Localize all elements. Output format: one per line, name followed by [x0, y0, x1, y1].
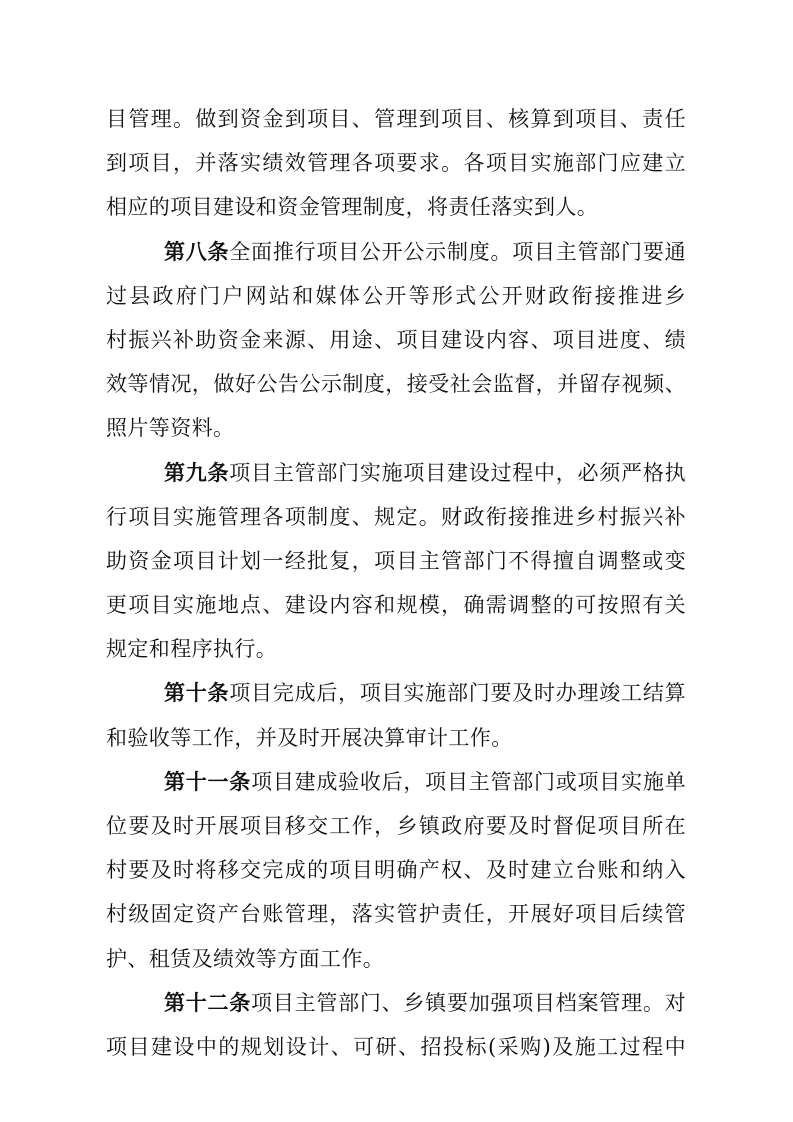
text-line — [106, 760, 686, 804]
article-heading: 第十条 — [164, 681, 230, 706]
text-line: 规定和程序执行。 — [106, 637, 278, 662]
text-line: 过县政府门户网站和媒体公开等形式公开财政衔接推进乡 — [106, 283, 686, 308]
paragraph-continuation — [106, 97, 686, 230]
text-line: 助资金项目计划一经批复，项目主管部门不得擅自调整或变 — [106, 548, 686, 573]
text-span: 全面推行项目公开公示制度。项目主管部门要通 — [229, 239, 686, 264]
text-line: 护、租赁及绩效等方面工作。 — [106, 946, 385, 971]
text-line: 照片等资料。 — [106, 416, 235, 441]
text-line: 村振兴补助资金来源、用途、项目建设内容、项目进度、绩 — [106, 327, 686, 352]
text-line — [106, 230, 686, 274]
text-line: 更项目实施地点、建设内容和规模，确需调整的可按照有关 — [106, 593, 686, 618]
article-heading: 第十二条 — [164, 990, 252, 1015]
document-page — [106, 97, 686, 1069]
text-line: 效等情况，做好公告公示制度，接受社会监督，并留存视频、 — [106, 372, 686, 397]
article-9-paragraph — [106, 451, 686, 672]
article-11-paragraph — [106, 760, 686, 981]
article-heading: 第八条 — [164, 239, 230, 264]
text-line: 到项目，并落实绩效管理各项要求。各项目实施部门应建立 — [106, 151, 686, 176]
text-span: 项目完成后，项目实施部门要及时办理竣工结算 — [229, 681, 686, 706]
text-line: 和验收等工作，并及时开展决算审计工作。 — [106, 725, 513, 750]
article-heading: 第九条 — [164, 460, 230, 485]
text-line: 目管理。做到资金到项目、管理到项目、核算到项目、责任 — [106, 107, 686, 131]
text-span: 项目主管部门、乡镇要加强项目档案管理。对 — [251, 990, 686, 1015]
text-line: 相应的项目建设和资金管理制度，将责任落实到人。 — [106, 195, 599, 220]
text-line: 行项目实施管理各项制度、规定。财政衔接推进乡村振兴补 — [106, 504, 686, 529]
text-line — [106, 671, 686, 715]
article-8-paragraph — [106, 230, 686, 451]
article-10-paragraph — [106, 671, 686, 759]
text-line: 村级固定资产台账管理，落实管护责任，开展好项目后续管 — [106, 902, 686, 927]
article-heading: 第十一条 — [164, 769, 252, 794]
article-12-paragraph — [106, 981, 686, 1069]
text-line: 位要及时开展项目移交工作，乡镇政府要及时督促项目所在 — [106, 814, 686, 838]
text-line: 项目建设中的规划设计、可研、招投标(采购)及施工过程中 — [106, 1034, 686, 1059]
text-span: 项目主管部门实施项目建设过程中，必须严格执 — [229, 460, 686, 485]
text-span: 项目建成验收后，项目主管部门或项目实施单 — [251, 769, 686, 794]
text-line — [106, 451, 686, 495]
text-line: 村要及时将移交完成的项目明确产权、及时建立台账和纳入 — [106, 858, 686, 883]
text-line — [106, 981, 686, 1025]
